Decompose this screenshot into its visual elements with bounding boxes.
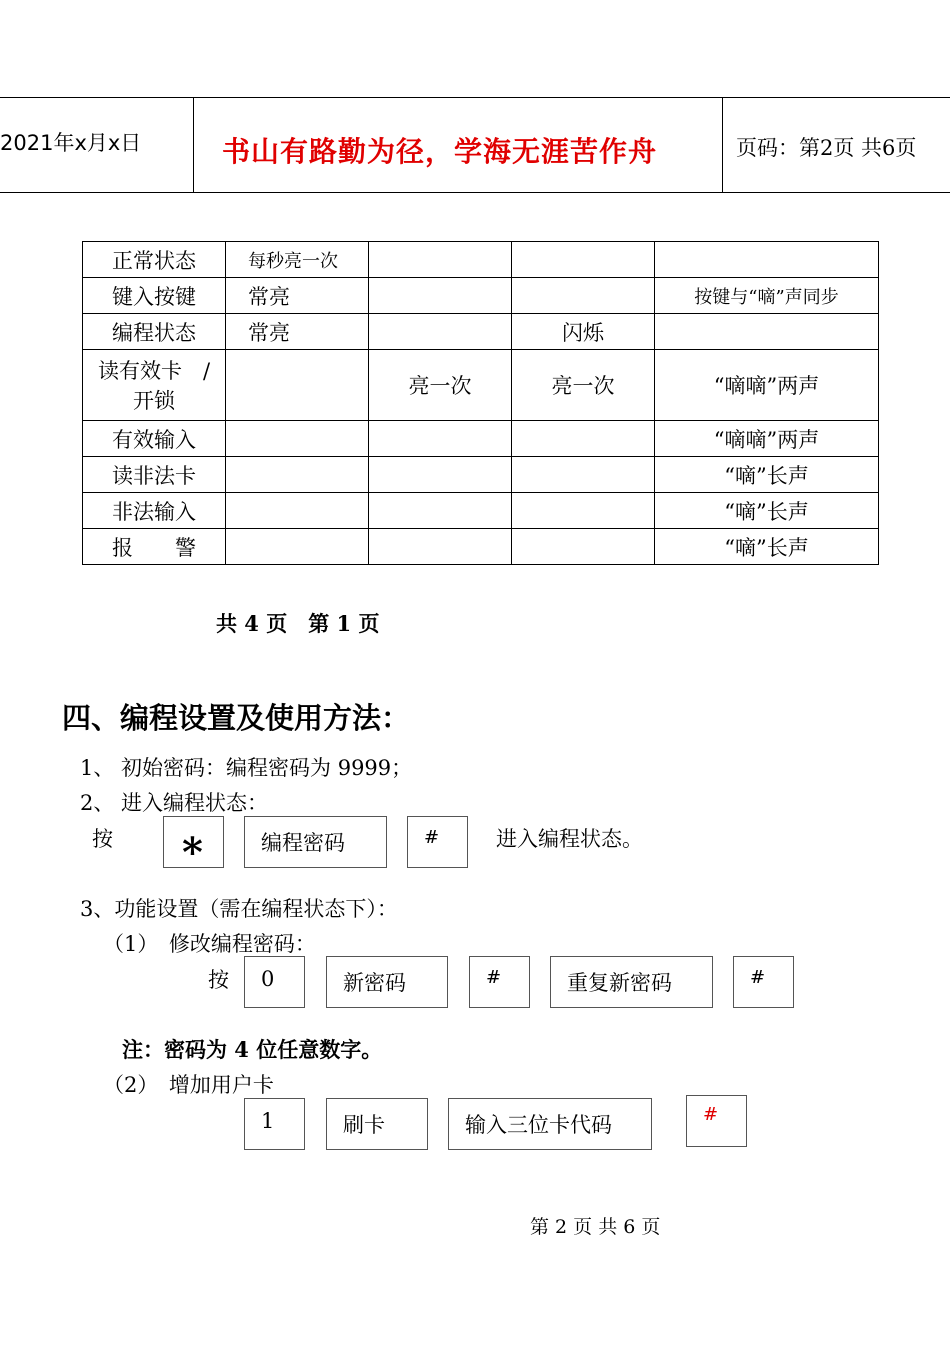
- table-row: [83, 314, 879, 350]
- header-page-info: 页码：第2页 共6页: [736, 136, 917, 160]
- key-repeat-password-box: [550, 956, 713, 1008]
- key-hash-box: [733, 956, 794, 1008]
- table-cell: 每秒亮一次: [226, 242, 369, 278]
- table-cell: 亮一次: [512, 350, 655, 421]
- key-label: 输入三位卡代码: [465, 1113, 612, 1137]
- header-top-rule: [0, 97, 950, 98]
- key-new-password-box: [326, 956, 448, 1008]
- table-cell: [83, 350, 226, 421]
- key-label: 新密码: [343, 971, 406, 995]
- table-cell: “嘀”长声: [655, 529, 879, 565]
- table-cell: [512, 457, 655, 493]
- key-zero-box: [244, 956, 305, 1008]
- table-cell: “嘀”长声: [655, 493, 879, 529]
- table-cell-line: 开锁: [133, 389, 175, 413]
- star-key: *: [182, 829, 203, 876]
- table-cell: [369, 278, 512, 314]
- press-label: 按: [208, 968, 229, 992]
- table-cell: “嘀”长声: [655, 457, 879, 493]
- table-cell: “嘀嘀”两声: [655, 421, 879, 457]
- table-cell: [226, 421, 369, 457]
- table-cell: 按键与“嘀”声同步: [655, 278, 879, 314]
- table-cell: [369, 421, 512, 457]
- table-row: [83, 278, 879, 314]
- section-title: 四、编程设置及使用方法：: [62, 701, 411, 735]
- press-label: 按: [92, 827, 113, 851]
- table-cell: 常亮: [226, 278, 369, 314]
- table-cell: 亮一次: [369, 350, 512, 421]
- key-card-code-box: [448, 1098, 652, 1150]
- table-cell: 非法输入: [83, 493, 226, 529]
- key-label: #: [703, 1104, 719, 1125]
- key-swipe-card-box: [326, 1098, 428, 1150]
- table-cell: 报 警: [83, 529, 226, 565]
- table-row: [83, 493, 879, 529]
- table-cell: [512, 529, 655, 565]
- table-cell: [655, 242, 879, 278]
- table-cell: [369, 242, 512, 278]
- key-hash-box: [407, 816, 468, 868]
- sub-change-password: （1） 修改编程密码：: [103, 932, 316, 956]
- table-cell: 有效输入: [83, 421, 226, 457]
- header-motto: 书山有路勤为径，学海无涯苦作舟: [222, 135, 658, 168]
- page-footer: 第 2 页 共 6 页: [530, 1216, 661, 1238]
- sub-add-user-card: （2） 增加用户卡: [103, 1073, 274, 1097]
- key-label: 1: [261, 1109, 275, 1133]
- key-label: 重复新密码: [567, 971, 672, 995]
- key-label: 编程密码: [261, 831, 345, 855]
- table-cell: [655, 314, 879, 350]
- table-row: [83, 529, 879, 565]
- table-cell: 读非法卡: [83, 457, 226, 493]
- item-enter-programming: 2、 进入编程状态：: [80, 791, 269, 815]
- table-row: [83, 421, 879, 457]
- table-cell: [369, 493, 512, 529]
- inner-page-note: 共 4 页 第 1 页: [216, 611, 380, 636]
- header-date: 2021年x月x日: [0, 131, 142, 155]
- key-program-password-box: [244, 816, 387, 868]
- item-initial-password: 1、 初始密码：编程密码为 9999；: [80, 756, 413, 780]
- table-row: [83, 457, 879, 493]
- key-label: #: [486, 967, 502, 988]
- item-function-settings: 3、功能设置（需在编程状态下）：: [80, 897, 398, 921]
- table-cell-line: 读有效卡 /: [97, 359, 211, 383]
- key-label: 刷卡: [343, 1113, 385, 1137]
- table-cell: 键入按键: [83, 278, 226, 314]
- key-star-box: [163, 816, 224, 876]
- table-cell: [512, 278, 655, 314]
- key-one-box: [244, 1098, 305, 1150]
- table-cell: [226, 529, 369, 565]
- key-label: 0: [261, 967, 275, 991]
- enter-suffix: 进入编程状态。: [496, 827, 643, 851]
- key-hash-box-red: [686, 1095, 747, 1147]
- key-hash-box: [469, 956, 530, 1008]
- table-cell: 常亮: [226, 314, 369, 350]
- table-cell: [512, 421, 655, 457]
- table-cell: 编程状态: [83, 314, 226, 350]
- table-row: [83, 350, 879, 421]
- table-cell: 闪烁: [512, 314, 655, 350]
- table-row: [83, 242, 879, 278]
- table-cell: 正常状态: [83, 242, 226, 278]
- table-cell: [512, 242, 655, 278]
- status-table: [82, 241, 879, 565]
- table-cell: “嘀嘀”两声: [655, 350, 879, 421]
- header-bottom-rule: [0, 192, 950, 193]
- table-cell: [369, 314, 512, 350]
- table-cell: [226, 350, 369, 421]
- header-divider-right: [722, 97, 723, 193]
- table-cell: [226, 457, 369, 493]
- password-note: 注：密码为 4 位任意数字。: [122, 1037, 383, 1062]
- key-label: #: [750, 967, 766, 988]
- table-cell: [369, 457, 512, 493]
- key-label: #: [424, 827, 440, 848]
- table-cell: [226, 493, 369, 529]
- table-cell: [369, 529, 512, 565]
- table-cell: [512, 493, 655, 529]
- header-divider-left: [193, 97, 194, 193]
